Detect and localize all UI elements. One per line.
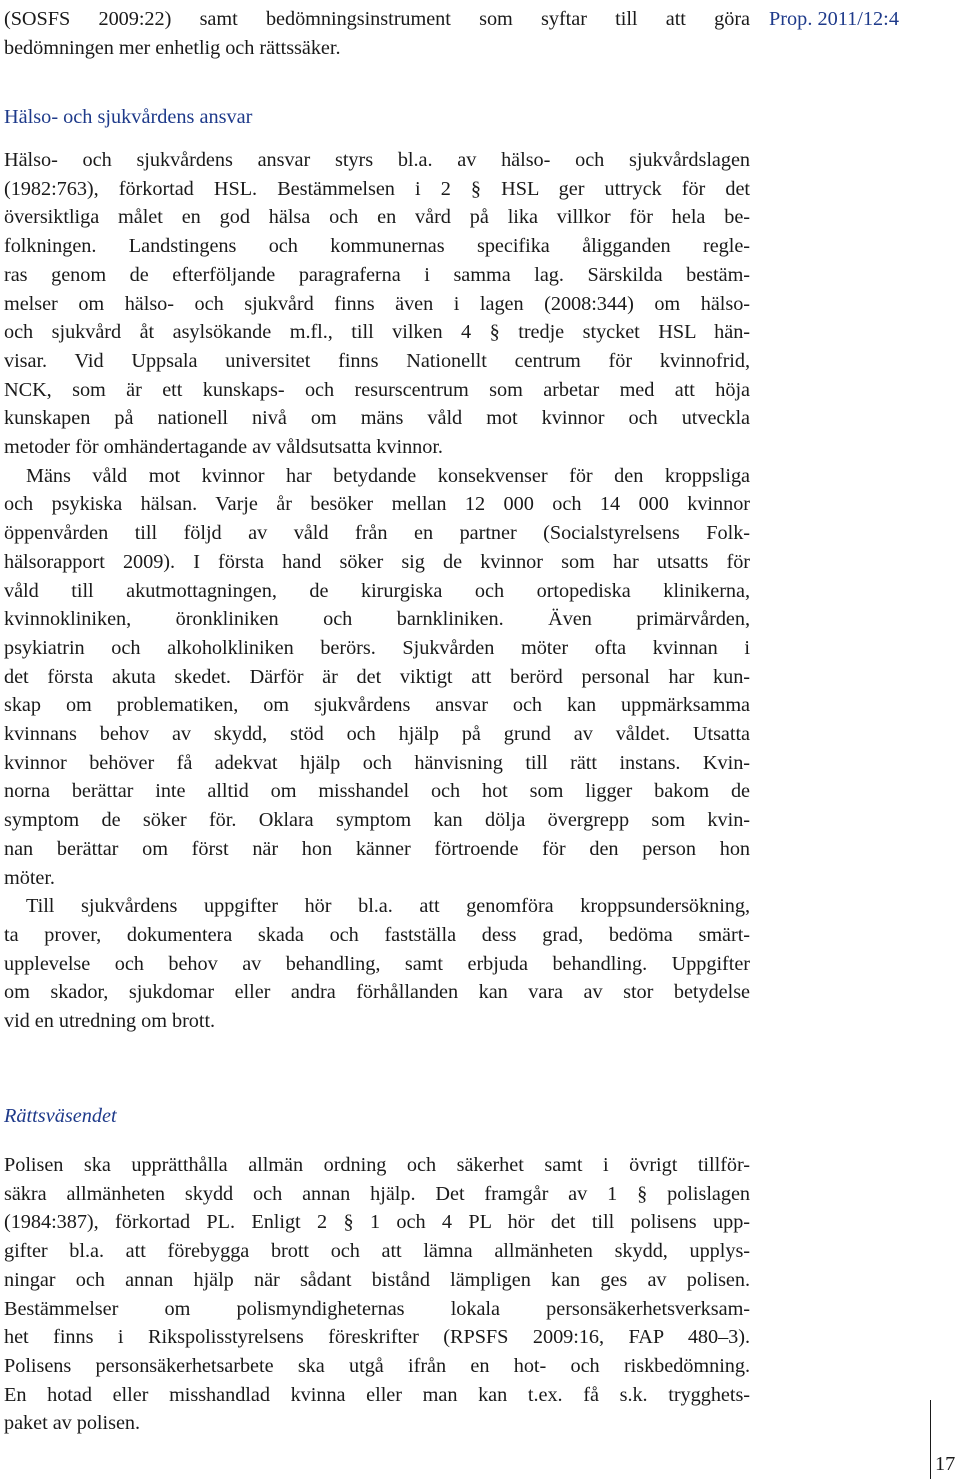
text-line: metoder för omhändertagande av våldsutsatta kvinnor. xyxy=(4,436,443,459)
text-line: (1984:387), förkortad PL. Enligt 2 § 1 och 4 PL hör det till polisens upp- xyxy=(4,1211,750,1234)
text-line: Polisens personsäkerhetsarbete ska utgå ifrån en hot- och riskbedömning. xyxy=(4,1354,750,1377)
text-line: säkra allmänheten skydd och annan hjälp. Det framgår av 1 § polislagen xyxy=(4,1182,750,1205)
text-line: En hotad eller misshandlad kvinna eller man kan t.ex. få s.k. trygghets- xyxy=(4,1383,750,1406)
text-line: ningar och annan hjälp när sådant bistånd lämpligen kan ges av polisen. xyxy=(4,1268,750,1291)
text-line: Polisen ska upprätthålla allmän ordning och säkerhet samt i övrigt tillför- xyxy=(4,1154,750,1176)
section-justice-system-text xyxy=(4,1151,750,1438)
text-line: upplevelse och behov av behandling, samt erbjuda behandling. Uppgifter xyxy=(4,952,750,975)
section-heading-justice-system: Rättsväsendet xyxy=(4,1105,117,1127)
text-line: psykiatrin och alkoholkliniken berörs. Sjukvården möter ofta kvinnan i xyxy=(4,636,750,659)
text-line: om skador, sjukdomar eller andra förhållanden kan vara av stor betydelse xyxy=(4,981,750,1004)
text-line: kvinnor behöver få adekvat hjälp och hänvisning till rätt instans. Kvin- xyxy=(4,751,750,774)
text-line: NCK, som är ett kunskaps- och resurscentrum som arbetar med att höja xyxy=(4,378,750,401)
text-line: kvinnans behov av skydd, stöd och hjälp på grund av våldet. Utsatta xyxy=(4,723,750,746)
text-line: ras genom de efterföljande paragraferna i samma lag. Särskilda bestäm- xyxy=(4,263,750,286)
text-line: det första akuta skedet. Därför är det viktigt att berörd personal har kun- xyxy=(4,665,750,688)
text-line: Till sjukvårdens uppgifter hör bl.a. att genomföra kroppsundersökning, xyxy=(26,895,750,918)
document-reference: Prop. 2011/12:4 xyxy=(769,8,899,30)
text-line: kunskapen på nationell nivå om mäns våld mot kvinnor och utveckla xyxy=(4,407,750,430)
page-number: 17 xyxy=(935,1453,956,1475)
text-line: våld till akutmottagningen, de kirurgiska och ortopediska klinikerna, xyxy=(4,579,750,602)
text-line: melser om hälso- och sjukvård finns även i lagen (2008:344) om hälso- xyxy=(4,292,750,315)
header-paragraph xyxy=(4,5,750,62)
text-line: norna berättar inte alltid om misshandel och hot som ligger bakom de xyxy=(4,780,750,803)
text-line: hälsorapport 2009). I första hand söker sig de kvinnor som har utsatts för xyxy=(4,550,750,573)
text-line: skap om problematiken, om sjukvårdens ansvar och kan uppmärksamma xyxy=(4,694,750,717)
text-line: och sjukvård åt asylsökande m.fl., till vilken 4 § tredje stycket HSL hän- xyxy=(4,321,750,344)
text-line: öppenvården till följd av våld från en partner (Socialstyrelsens Folk- xyxy=(4,522,750,545)
text-line: vid en utredning om brott. xyxy=(4,1010,216,1033)
text-line: Mäns våld mot kvinnor har betydande konsekvenser för den kroppsliga xyxy=(26,464,750,487)
text-line: ta prover, dokumentera skada och fastställa dess grad, bedöma smärt- xyxy=(4,923,750,946)
text-line: (SOSFS 2009:22) samt bedömningsinstrument som syftar till att göra xyxy=(4,8,750,30)
section-health-care-text xyxy=(4,146,750,1036)
text-line: möter. xyxy=(4,866,55,889)
text-line: Bestämmelser om polismyndigheternas lokala personsäkerhetsverksam- xyxy=(4,1297,750,1320)
text-line: nan berättar om först när hon känner förtroende för den person hon xyxy=(4,837,750,860)
text-line: gifter bl.a. att förebygga brott och att lämna allmänheten skydd, upplys- xyxy=(4,1240,750,1263)
text-line: folkningen. Landstingens och kommunernas specifika åligganden regle- xyxy=(4,235,750,258)
text-line: visar. Vid Uppsala universitet finns Nationellt centrum för kvinnofrid, xyxy=(4,349,750,372)
text-line: kvinnokliniken, öronkliniken och barnkliniken. Även primärvården, xyxy=(4,608,750,631)
text-line: översiktliga målet en god hälsa och en vård på lika villkor för hela be- xyxy=(4,206,750,229)
text-line: het finns i Rikspolisstyrelsens föreskrifter (RPSFS 2009:16, FAP 480–3). xyxy=(4,1326,750,1349)
text-line: (1982:763), förkortad HSL. Bestämmelsen i 2 § HSL ger uttryck för det xyxy=(4,177,750,200)
page-edge-rule xyxy=(930,1400,931,1479)
text-line: symptom de söker för. Oklara symptom kan dölja övergrepp som kvin- xyxy=(4,809,750,832)
text-line: paket av polisen. xyxy=(4,1412,141,1435)
text-line: Hälso- och sjukvårdens ansvar styrs bl.a. av hälso- och sjukvårdslagen xyxy=(4,149,750,171)
text-line: bedömningen mer enhetlig och rättssäker. xyxy=(4,36,341,59)
section-heading-health-care: Hälso- och sjukvårdens ansvar xyxy=(4,106,253,128)
text-line: och psykiska hälsan. Varje år besöker mellan 12 000 och 14 000 kvinnor xyxy=(4,493,750,516)
